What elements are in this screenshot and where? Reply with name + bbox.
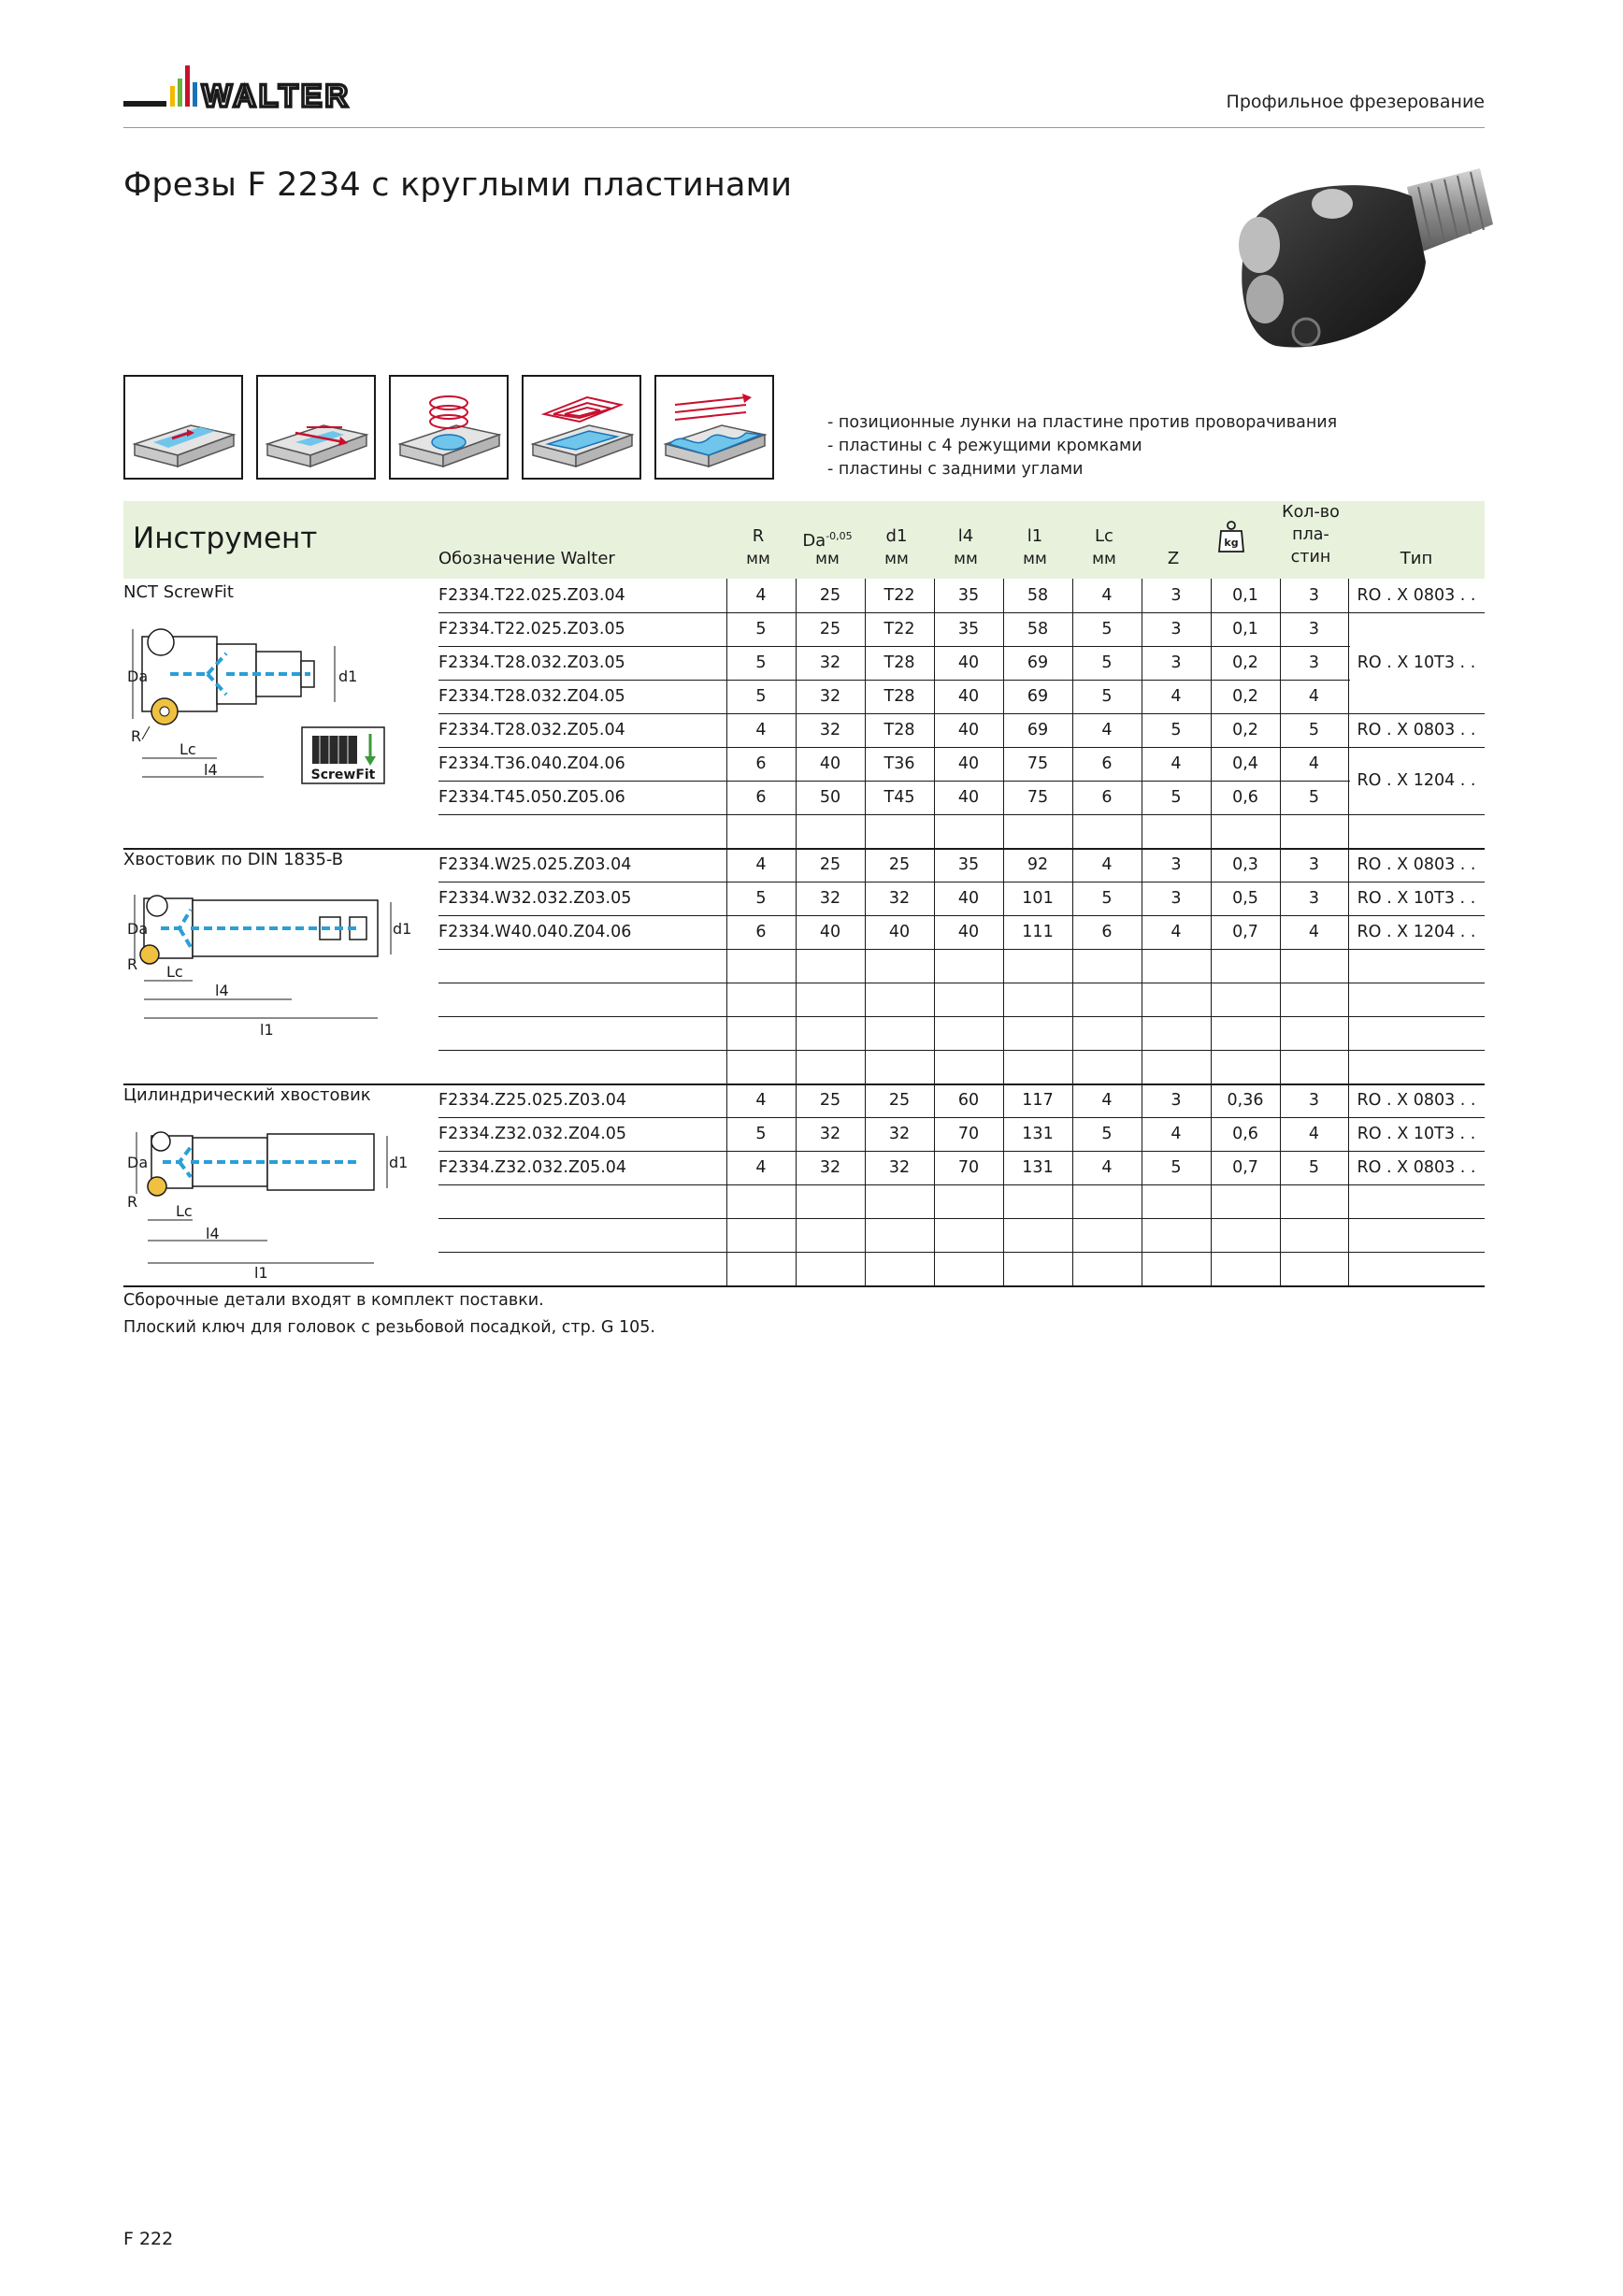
op-slot-milling [123, 375, 243, 480]
table-cell-l4: 35 [957, 586, 980, 605]
table-cell-Lc: 4 [1101, 1091, 1113, 1110]
col-header-l4-unit: мм [954, 550, 978, 568]
designation-cell: F2334.T45.050.Z05.06 [438, 788, 625, 807]
table-cell-R: 4 [755, 721, 767, 739]
svg-text:R: R [127, 1193, 138, 1211]
table-cell-qty: 3 [1308, 855, 1320, 874]
svg-text:Da: Da [127, 667, 149, 685]
table-cell-qty: 4 [1308, 687, 1320, 706]
table-cell-Z: 3 [1171, 855, 1182, 874]
table-cell-R: 4 [755, 1158, 767, 1177]
table-cell-d1: 32 [888, 1158, 911, 1177]
table-cell-l4: 40 [957, 923, 980, 941]
table-cell-R: 6 [755, 754, 767, 773]
table-cell-d1: T28 [883, 653, 915, 672]
table-title: Инструмент [133, 522, 318, 555]
table-cell-Lc: 6 [1101, 923, 1113, 941]
table-cell-d1: 32 [888, 889, 911, 908]
footnote: Плоский ключ для головок с резьбовой посадкой, стр. G 105. [123, 1318, 655, 1337]
copy-milling-icon [656, 377, 772, 478]
designation-cell: F2334.T28.032.Z04.05 [438, 687, 625, 706]
svg-text:ScrewFit: ScrewFit [310, 768, 376, 782]
table-cell-l4: 40 [957, 687, 980, 706]
table-cell-Lc: 5 [1101, 620, 1113, 639]
table-cell-d1: 40 [888, 923, 911, 941]
pocket-milling-icon [524, 377, 639, 478]
table-cell-kg: 0,6 [1232, 1125, 1258, 1143]
table-cell-Lc: 4 [1101, 586, 1113, 605]
weight-icon [1217, 520, 1245, 557]
col-header-qty: Кол-во пла- стин [1282, 503, 1340, 567]
table-cell-l4: 70 [957, 1125, 980, 1143]
table-cell-l4: 40 [957, 653, 980, 672]
table-cell-l1: 69 [1027, 721, 1049, 739]
table-cell-Lc: 5 [1101, 889, 1113, 908]
product-photo [1220, 159, 1501, 378]
table-cell-d1: T22 [883, 620, 915, 639]
table-cell-type: RO . X 10T3 . . [1357, 1125, 1476, 1143]
table-cell-l4: 60 [957, 1091, 980, 1110]
table-cell-l4: 40 [957, 788, 980, 807]
table-cell-l1: 101 [1022, 889, 1054, 908]
table-cell-l4: 35 [957, 620, 980, 639]
slot-milling-icon [125, 377, 241, 478]
table-cell-R: 5 [755, 620, 767, 639]
table-cell-kg: 0,2 [1232, 653, 1258, 672]
din-shank-tool-drawing [123, 880, 412, 1042]
table-cell-kg: 0,7 [1232, 1158, 1258, 1177]
table-cell-type: RO . X 0803 . . [1357, 855, 1476, 874]
table-cell-d1: T36 [883, 754, 915, 773]
table-cell-kg: 0,3 [1232, 855, 1258, 874]
table-cell-Z: 4 [1171, 754, 1182, 773]
table-cell-l1: 69 [1027, 687, 1049, 706]
table-cell-Z: 4 [1171, 1125, 1182, 1143]
col-header-type: Тип [1400, 549, 1433, 568]
designation-cell: F2334.W40.040.Z04.06 [438, 923, 632, 941]
table-row-divider [438, 814, 1485, 815]
designation-cell: F2334.Z32.032.Z04.05 [438, 1125, 627, 1143]
feature-item: - позиционные лунки на пластине против проворачивания [827, 413, 1338, 432]
group-label: NCT ScrewFit [123, 582, 234, 602]
table-row-divider [438, 949, 1485, 950]
svg-text:Da: Da [127, 920, 149, 938]
group-label: Цилиндрический хвостовик [123, 1085, 371, 1105]
table-cell-l1: 111 [1022, 923, 1054, 941]
svg-text:l4: l4 [206, 1225, 220, 1242]
table-cell-qty: 5 [1308, 788, 1320, 807]
table-cell-kg: 0,7 [1232, 923, 1258, 941]
op-pocket-milling [522, 375, 641, 480]
table-row-divider [438, 1252, 1485, 1253]
table-cell-l4: 40 [957, 754, 980, 773]
table-cell-R: 5 [755, 653, 767, 672]
table-cell-Da: 32 [819, 687, 841, 706]
table-cell-kg: 0,1 [1232, 586, 1258, 605]
table-cell-l4: 35 [957, 855, 980, 874]
table-cell-Z: 5 [1171, 788, 1182, 807]
table-cell-Da: 32 [819, 1125, 841, 1143]
svg-text:R: R [131, 727, 142, 745]
svg-text:Lc: Lc [166, 963, 183, 981]
svg-text:Da: Da [127, 1154, 149, 1171]
table-cell-type: RO . X 1204 . . [1357, 923, 1476, 941]
col-header-R-unit: мм [746, 550, 770, 568]
table-cell-d1: T28 [883, 687, 915, 706]
svg-text:kg: kg [1224, 537, 1239, 549]
table-cell-R: 4 [755, 1091, 767, 1110]
col-header-designation: Обозначение Walter [438, 549, 615, 568]
table-cell-qty: 4 [1308, 754, 1320, 773]
table-cell-R: 5 [755, 1125, 767, 1143]
table-header [123, 501, 1485, 579]
table-cell-Z: 4 [1171, 923, 1182, 941]
col-header-Z: Z [1167, 549, 1180, 568]
col-header-Da: $Da^{-0,05}$ [802, 530, 853, 551]
table-cell-Z: 3 [1171, 586, 1182, 605]
svg-text:R: R [127, 955, 138, 973]
table-cell-Da: 40 [819, 754, 841, 773]
designation-cell: F2334.W32.032.Z03.05 [438, 889, 632, 908]
col-header-l1-unit: мм [1023, 550, 1047, 568]
table-row-divider [438, 1218, 1485, 1219]
table-cell-l1: 69 [1027, 653, 1049, 672]
table-cell-kg: 0,4 [1232, 754, 1258, 773]
col-header-d1-unit: мм [884, 550, 909, 568]
svg-text:Lc: Lc [180, 740, 196, 758]
table-cell-Z: 5 [1171, 1158, 1182, 1177]
table-cell-d1: 32 [888, 1125, 911, 1143]
svg-text:Lc: Lc [176, 1202, 193, 1220]
footnotes [123, 1287, 655, 1342]
cylindrical-shank-tool-drawing [123, 1113, 409, 1285]
table-cell-R: 6 [755, 923, 767, 941]
footnote: Сборочные детали входят в комплект поставки. [123, 1291, 544, 1310]
table-cell-l1: 131 [1022, 1158, 1054, 1177]
table-cell-l1: 92 [1027, 855, 1049, 874]
table-row-divider [438, 1050, 1485, 1051]
table-cell-Da: 40 [819, 923, 841, 941]
table-cell-Da: 50 [819, 788, 841, 807]
table-cell-qty: 5 [1308, 721, 1320, 739]
table-row-divider [438, 1184, 1485, 1185]
designation-cell: F2334.T28.032.Z05.04 [438, 721, 625, 739]
table-cell-type: RO . X 10T3 . . [1357, 653, 1476, 672]
table-cell-qty: 5 [1308, 1158, 1320, 1177]
col-header-Lc-unit: мм [1092, 550, 1116, 568]
col-header-Lc: Lc [1095, 526, 1113, 546]
svg-text:d1: d1 [338, 667, 358, 685]
op-ramping [256, 375, 376, 480]
table-cell-type: RO . X 1204 . . [1357, 771, 1476, 790]
table-cell-l1: 117 [1022, 1091, 1054, 1110]
feature-item: - пластины с 4 режущими кромками [827, 437, 1142, 455]
table-cell-kg: 0,2 [1232, 687, 1258, 706]
table-cell-qty: 4 [1308, 1125, 1320, 1143]
table-cell-l4: 70 [957, 1158, 980, 1177]
table-cell-Z: 3 [1171, 1091, 1182, 1110]
table-cell-Lc: 5 [1101, 1125, 1113, 1143]
table-cell-d1: T28 [883, 721, 915, 739]
table-cell-Z: 4 [1171, 687, 1182, 706]
svg-text:l4: l4 [215, 982, 229, 999]
helical-interpolation-icon [391, 377, 507, 478]
svg-text:l1: l1 [254, 1264, 268, 1282]
table-cell-Da: 32 [819, 721, 841, 739]
page-title: Фрезы F 2234 с круглыми пластинами [123, 166, 793, 204]
table-cell-Z: 3 [1171, 653, 1182, 672]
product-table [123, 579, 1485, 1282]
table-cell-Lc: 5 [1101, 687, 1113, 706]
col-header-R: R [752, 526, 765, 546]
designation-cell: F2334.T22.025.Z03.05 [438, 620, 625, 639]
table-cell-d1: 25 [888, 1091, 911, 1110]
table-cell-Da: 25 [819, 855, 841, 874]
table-cell-Da: 25 [819, 586, 841, 605]
table-cell-Da: 32 [819, 1158, 841, 1177]
designation-cell: F2334.W25.025.Z03.04 [438, 855, 632, 874]
table-cell-l1: 58 [1027, 620, 1049, 639]
table-cell-kg: 0,36 [1227, 1091, 1264, 1110]
table-cell-type: RO . X 0803 . . [1357, 1091, 1476, 1110]
table-cell-Da: 32 [819, 889, 841, 908]
designation-cell: F2334.Z32.032.Z05.04 [438, 1158, 627, 1177]
table-cell-d1: T45 [883, 788, 915, 807]
col-header-l1: l1 [1027, 526, 1043, 546]
table-cell-Lc: 4 [1101, 1158, 1113, 1177]
designation-cell: F2334.T36.040.Z04.06 [438, 754, 625, 773]
table-cell-qty: 3 [1308, 1091, 1320, 1110]
table-cell-R: 5 [755, 889, 767, 908]
table-cell-R: 4 [755, 855, 767, 874]
ramping-icon [258, 377, 374, 478]
table-cell-R: 5 [755, 687, 767, 706]
table-cell-kg: 0,6 [1232, 788, 1258, 807]
table-cell-qty: 3 [1308, 889, 1320, 908]
screwfit-badge [301, 726, 385, 788]
table-cell-qty: 4 [1308, 923, 1320, 941]
table-cell-d1: 25 [888, 855, 911, 874]
table-cell-Da: 25 [819, 620, 841, 639]
brand-text: WALTER [202, 79, 352, 114]
table-cell-qty: 3 [1308, 620, 1320, 639]
table-cell-Lc: 4 [1101, 855, 1113, 874]
walter-logo [123, 65, 404, 118]
table-cell-qty: 3 [1308, 586, 1320, 605]
table-cell-d1: T22 [883, 586, 915, 605]
page-number: F 222 [123, 2229, 174, 2249]
table-cell-type: RO . X 0803 . . [1357, 721, 1476, 739]
svg-text:l4: l4 [204, 761, 218, 779]
svg-text:l1: l1 [260, 1021, 274, 1039]
table-cell-l1: 131 [1022, 1125, 1054, 1143]
table-cell-l1: 58 [1027, 586, 1049, 605]
col-header-l4: l4 [957, 526, 974, 546]
table-cell-R: 4 [755, 586, 767, 605]
designation-cell: F2334.T22.025.Z03.04 [438, 586, 625, 605]
table-cell-R: 6 [755, 788, 767, 807]
table-cell-l4: 40 [957, 889, 980, 908]
feature-item: - пластины с задними углами [827, 460, 1084, 479]
feature-list [827, 411, 1337, 481]
table-cell-Lc: 4 [1101, 721, 1113, 739]
table-cell-Z: 3 [1171, 889, 1182, 908]
table-cell-Lc: 6 [1101, 788, 1113, 807]
svg-text:d1: d1 [389, 1154, 409, 1171]
table-cell-l1: 75 [1027, 754, 1049, 773]
table-cell-Z: 3 [1171, 620, 1182, 639]
svg-text:d1: d1 [393, 920, 412, 938]
table-cell-kg: 0,5 [1232, 889, 1258, 908]
col-header-d1: d1 [885, 526, 908, 546]
table-cell-Z: 5 [1171, 721, 1182, 739]
table-cell-l4: 40 [957, 721, 980, 739]
group-label: Хвостовик по DIN 1835-B [123, 850, 344, 869]
designation-cell: F2334.T28.032.Z03.05 [438, 653, 625, 672]
table-cell-type: RO . X 0803 . . [1357, 586, 1476, 605]
table-cell-l1: 75 [1027, 788, 1049, 807]
table-cell-type: RO . X 0803 . . [1357, 1158, 1476, 1177]
designation-cell: F2334.Z25.025.Z03.04 [438, 1091, 627, 1110]
table-row-divider [438, 1016, 1485, 1017]
table-cell-Da: 32 [819, 653, 841, 672]
col-header-Da-unit: мм [815, 550, 840, 568]
table-cell-qty: 3 [1308, 653, 1320, 672]
table-cell-Da: 25 [819, 1091, 841, 1110]
table-cell-Lc: 6 [1101, 754, 1113, 773]
table-cell-Lc: 5 [1101, 653, 1113, 672]
table-cell-kg: 0,2 [1232, 721, 1258, 739]
op-copy-milling [654, 375, 774, 480]
header-divider [123, 127, 1485, 128]
op-helical-interpolation [389, 375, 509, 480]
table-cell-kg: 0,1 [1232, 620, 1258, 639]
table-cell-type: RO . X 10T3 . . [1357, 889, 1476, 908]
section-label: Профильное фрезерование [1226, 92, 1485, 112]
